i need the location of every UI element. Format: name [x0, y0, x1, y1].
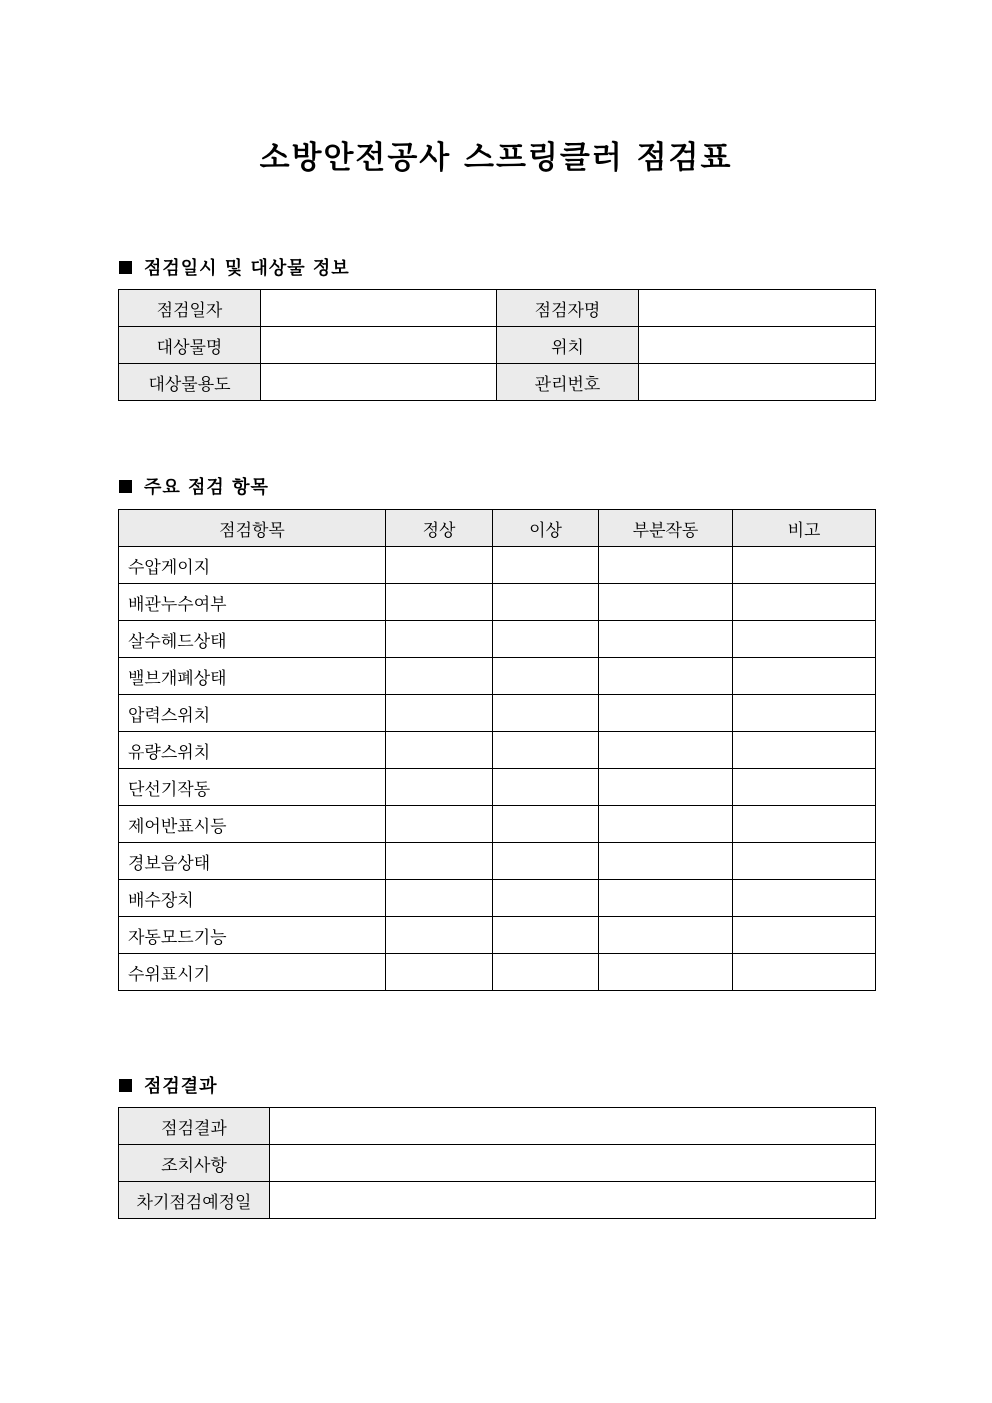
- table-row: [119, 732, 876, 769]
- field-label: 위치: [497, 327, 639, 364]
- normal-check-cell[interactable]: [386, 843, 493, 880]
- field-label: 대상물명: [119, 327, 261, 364]
- table-row: [119, 327, 876, 364]
- target-usage-field[interactable]: [261, 364, 497, 401]
- table-row: [119, 621, 876, 658]
- partial-check-cell[interactable]: [599, 621, 733, 658]
- item-name: 제어반표시등: [119, 806, 386, 843]
- table-row: [119, 880, 876, 917]
- square-bullet-icon: [119, 1079, 132, 1092]
- item-name: 단선기작동: [119, 769, 386, 806]
- item-name: 압력스위치: [119, 695, 386, 732]
- column-header-remarks: 비고: [733, 510, 876, 547]
- section-heading-label: 점검결과: [144, 1076, 218, 1097]
- remarks-cell[interactable]: [733, 732, 876, 769]
- action-taken-field[interactable]: [270, 1145, 876, 1182]
- section-heading-items: [119, 473, 269, 499]
- normal-check-cell[interactable]: [386, 658, 493, 695]
- column-header-partial: 부분작동: [599, 510, 733, 547]
- field-label: 관리번호: [497, 364, 639, 401]
- partial-check-cell[interactable]: [599, 547, 733, 584]
- table-header-row: [119, 510, 876, 547]
- field-label: 차기점검예정일: [119, 1182, 270, 1219]
- table-row: [119, 1145, 876, 1182]
- item-name: 자동모드기능: [119, 917, 386, 954]
- item-name: 배수장치: [119, 880, 386, 917]
- field-label: 점검일자: [119, 290, 261, 327]
- item-name: 살수헤드상태: [119, 621, 386, 658]
- table-row: [119, 843, 876, 880]
- table-row: [119, 290, 876, 327]
- inspection-result-field[interactable]: [270, 1108, 876, 1145]
- table-row: [119, 1108, 876, 1145]
- item-name: 유량스위치: [119, 732, 386, 769]
- square-bullet-icon: [119, 480, 132, 493]
- normal-check-cell[interactable]: [386, 584, 493, 621]
- partial-check-cell[interactable]: [599, 917, 733, 954]
- table-row: [119, 584, 876, 621]
- remarks-cell[interactable]: [733, 621, 876, 658]
- remarks-cell[interactable]: [733, 880, 876, 917]
- target-name-field[interactable]: [261, 327, 497, 364]
- section-heading-label: 점검일시 및 대상물 정보: [144, 258, 350, 279]
- abnormal-check-cell[interactable]: [493, 806, 599, 843]
- remarks-cell[interactable]: [733, 695, 876, 732]
- abnormal-check-cell[interactable]: [493, 917, 599, 954]
- remarks-cell[interactable]: [733, 658, 876, 695]
- abnormal-check-cell[interactable]: [493, 547, 599, 584]
- info-table: [118, 289, 876, 401]
- normal-check-cell[interactable]: [386, 880, 493, 917]
- table-row: [119, 658, 876, 695]
- remarks-cell[interactable]: [733, 806, 876, 843]
- partial-check-cell[interactable]: [599, 806, 733, 843]
- normal-check-cell[interactable]: [386, 806, 493, 843]
- normal-check-cell[interactable]: [386, 621, 493, 658]
- abnormal-check-cell[interactable]: [493, 621, 599, 658]
- partial-check-cell[interactable]: [599, 954, 733, 991]
- partial-check-cell[interactable]: [599, 695, 733, 732]
- section-heading-result: [119, 1072, 218, 1098]
- item-name: 밸브개폐상태: [119, 658, 386, 695]
- item-name: 경보음상태: [119, 843, 386, 880]
- remarks-cell[interactable]: [733, 584, 876, 621]
- location-field[interactable]: [639, 327, 876, 364]
- partial-check-cell[interactable]: [599, 880, 733, 917]
- normal-check-cell[interactable]: [386, 695, 493, 732]
- item-name: 수위표시기: [119, 954, 386, 991]
- remarks-cell[interactable]: [733, 954, 876, 991]
- inspection-date-field[interactable]: [261, 290, 497, 327]
- checklist-table: [118, 509, 876, 991]
- result-table: [118, 1107, 876, 1219]
- abnormal-check-cell[interactable]: [493, 954, 599, 991]
- partial-check-cell[interactable]: [599, 658, 733, 695]
- normal-check-cell[interactable]: [386, 732, 493, 769]
- abnormal-check-cell[interactable]: [493, 769, 599, 806]
- column-header-abnormal: 이상: [493, 510, 599, 547]
- field-label: 조치사항: [119, 1145, 270, 1182]
- abnormal-check-cell[interactable]: [493, 584, 599, 621]
- abnormal-check-cell[interactable]: [493, 843, 599, 880]
- next-inspection-date-field[interactable]: [270, 1182, 876, 1219]
- table-row: [119, 954, 876, 991]
- table-row: [119, 917, 876, 954]
- table-row: [119, 1182, 876, 1219]
- table-row: [119, 769, 876, 806]
- column-header-normal: 정상: [386, 510, 493, 547]
- abnormal-check-cell[interactable]: [493, 695, 599, 732]
- partial-check-cell[interactable]: [599, 769, 733, 806]
- abnormal-check-cell[interactable]: [493, 658, 599, 695]
- item-name: 배관누수여부: [119, 584, 386, 621]
- field-label: 점검결과: [119, 1108, 270, 1145]
- table-row: [119, 806, 876, 843]
- remarks-cell[interactable]: [733, 547, 876, 584]
- partial-check-cell[interactable]: [599, 732, 733, 769]
- remarks-cell[interactable]: [733, 769, 876, 806]
- normal-check-cell[interactable]: [386, 954, 493, 991]
- normal-check-cell[interactable]: [386, 547, 493, 584]
- management-number-field[interactable]: [639, 364, 876, 401]
- section-heading-info: [119, 254, 350, 280]
- page-title: 소방안전공사 스프링클러 점검표: [259, 140, 733, 176]
- field-label: 대상물용도: [119, 364, 261, 401]
- table-row: [119, 364, 876, 401]
- square-bullet-icon: [119, 261, 132, 274]
- partial-check-cell[interactable]: [599, 843, 733, 880]
- section-heading-label: 주요 점검 항목: [144, 477, 269, 498]
- table-row: [119, 695, 876, 732]
- normal-check-cell[interactable]: [386, 769, 493, 806]
- normal-check-cell[interactable]: [386, 917, 493, 954]
- remarks-cell[interactable]: [733, 917, 876, 954]
- column-header-item: 점검항목: [119, 510, 386, 547]
- item-name: 수압게이지: [119, 547, 386, 584]
- remarks-cell[interactable]: [733, 843, 876, 880]
- table-row: [119, 547, 876, 584]
- inspector-name-field[interactable]: [639, 290, 876, 327]
- abnormal-check-cell[interactable]: [493, 880, 599, 917]
- partial-check-cell[interactable]: [599, 584, 733, 621]
- abnormal-check-cell[interactable]: [493, 732, 599, 769]
- field-label: 점검자명: [497, 290, 639, 327]
